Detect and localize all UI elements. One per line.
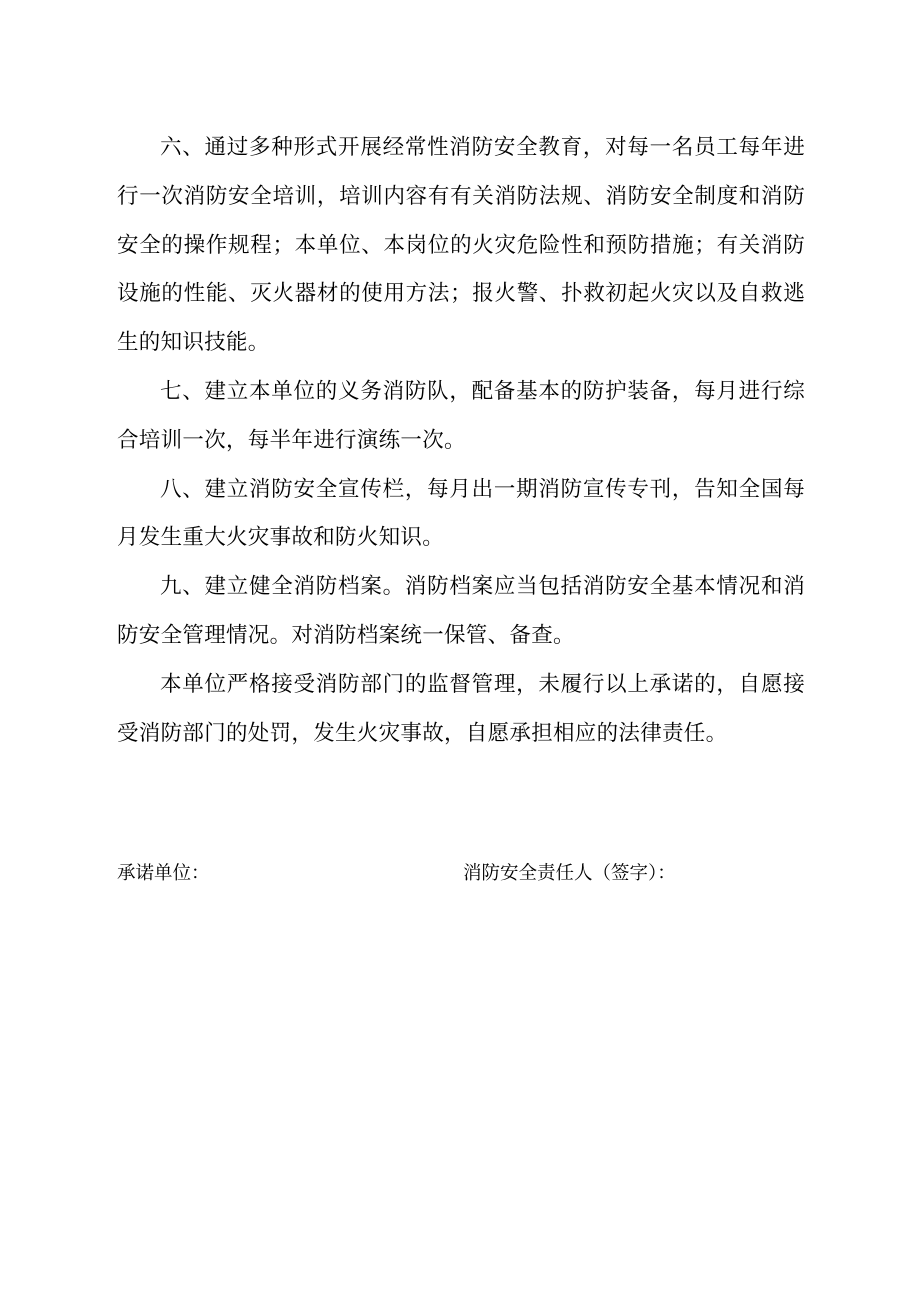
paragraph-item-7: 七、建立本单位的义务消防队，配备基本的防护装备，每月进行综合培训一次，每半年进行演练一次。 (117, 378, 805, 453)
paragraph-commitment: 本单位严格接受消防部门的监督管理，未履行以上承诺的，自愿接受消防部门的处罚，发生火灾事故，自愿承担相应的法律责任。 (117, 671, 805, 746)
signature-row (117, 858, 805, 890)
committing-unit-label: 承诺单位： (117, 863, 210, 884)
paragraph-item-9: 九、建立健全消防档案。消防档案应当包括消防安全基本情况和消防安全管理情况。对消防档案统一保管、备查。 (117, 574, 805, 648)
responsible-person-signature-label: 消防安全责任人（签字）： (463, 863, 676, 884)
document-body (117, 124, 805, 758)
paragraph-item-6: 六、通过多种形式开展经常性消防安全教育，对每一名员工每年进行一次消防安全培训，培训内容有有关消防法规、消防安全制度和消防安全的操作规程；本单位、本岗位的火灾危险性和预防措施；有关消防设施的性能、灭火器材的使用方法；报火警、扑救初起火灾以及自救逃生的知识技能。 (117, 135, 805, 356)
paragraph-item-8: 八、建立消防安全宣传栏，每月出一期消防宣传专刊，告知全国每月发生重大火灾事故和防火知识。 (117, 476, 805, 551)
